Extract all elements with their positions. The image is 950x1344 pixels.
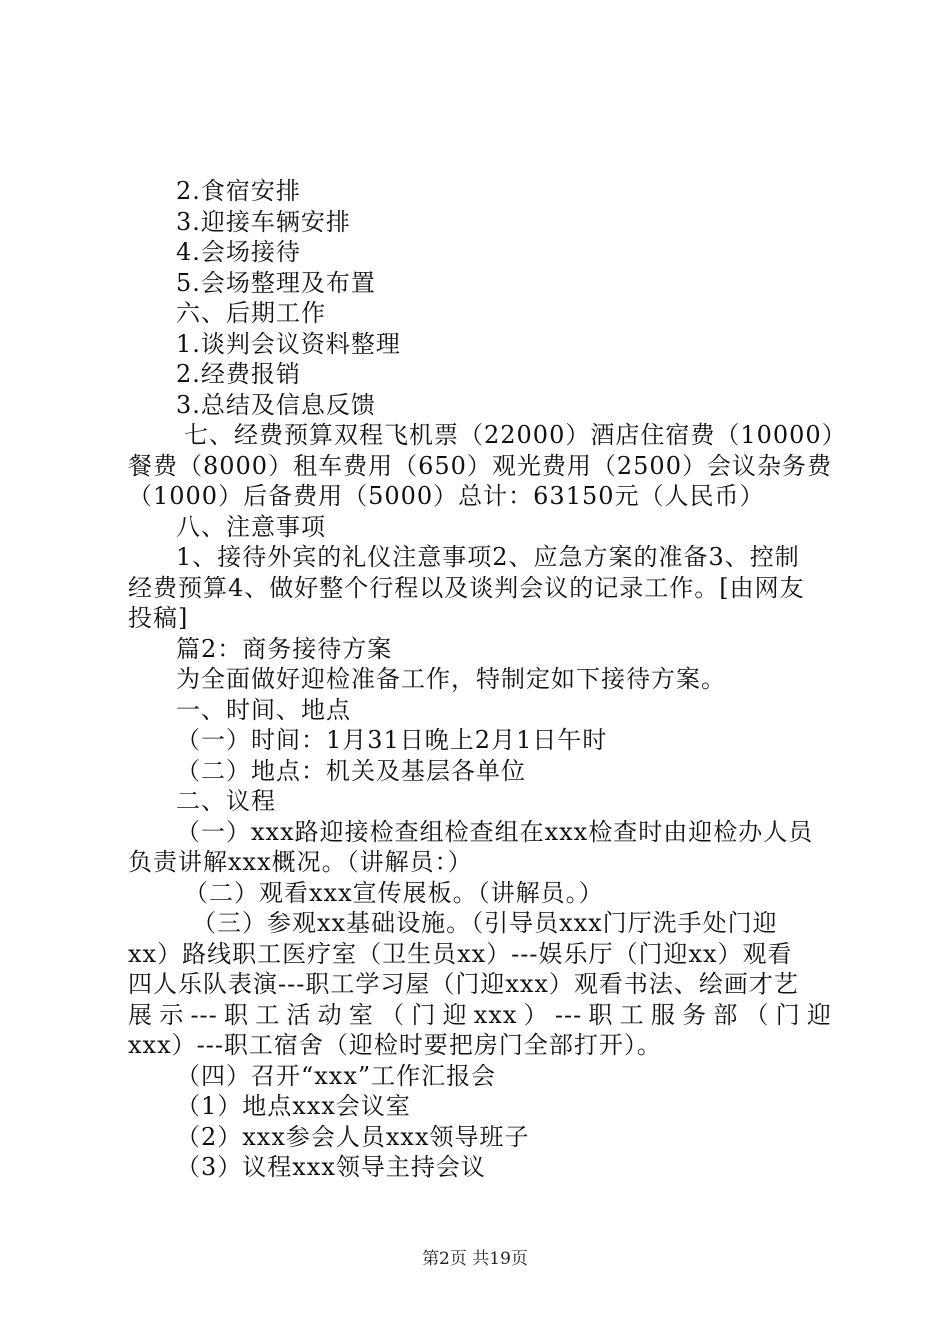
paragraph-line: （1000）后备费用（5000）总计：63150元（人民币）	[128, 482, 765, 510]
list-item: 1.谈判会议资料整理	[176, 329, 401, 358]
list-item: （一）时间：1月31日晚上2月1日午时	[176, 726, 608, 754]
section-heading: 六、后期工作	[176, 299, 326, 327]
list-item: （四）召开“xxx”工作汇报会	[176, 1061, 497, 1090]
list-item: 5.会场整理及布置	[176, 268, 376, 297]
list-item: 3.迎接车辆安排	[176, 207, 351, 236]
paragraph-line: 为全面做好迎检准备工作，特制定如下接待方案。	[176, 665, 726, 693]
list-item: （1）地点xxx会议室	[176, 1092, 411, 1120]
paragraph-line: 1、接待外宾的礼仪注意事项2、应急方案的准备3、控制	[176, 543, 800, 571]
section-heading: 七、经费预算双程飞机票（22000）酒店住宿费（10000）	[184, 421, 847, 449]
list-item: 2.经费报销	[176, 360, 301, 388]
paragraph-line: （三）参观xx基础设施。（引导员xxx门厅洗手处门迎	[192, 909, 778, 937]
paragraph-line: xxx）---职工宿舍（迎检时要把房门全部打开）。	[128, 1031, 662, 1059]
paragraph-line: xx）路线职工医疗室（卫生员xx）---娱乐厅（门迎xx）观看	[128, 939, 793, 968]
paragraph-line: 经费预算4、做好整个行程以及谈判会议的记录工作。[由网友	[128, 573, 805, 602]
list-item: （2）xxx参会人员xxx领导班子	[176, 1122, 530, 1151]
paragraph-line: 四人乐队表演---职工学习屋（门迎xxx）观看书法、绘画才艺	[128, 970, 799, 998]
list-item: 2.食宿安排	[176, 177, 301, 205]
list-item: 4.会场接待	[176, 238, 301, 266]
paragraph-line: 负责讲解xxx概况。（讲解员：）	[128, 848, 473, 876]
paragraph-line: 投稿]	[128, 604, 189, 632]
section-heading: 一、时间、地点	[176, 695, 351, 724]
list-item: （二）地点：机关及基层各单位	[176, 756, 526, 785]
paragraph-line: （一）xxx路迎接检查组检查组在xxx检查时由迎检办人员	[176, 817, 814, 846]
list-item: 3.总结及信息反馈	[176, 390, 376, 419]
section-heading: 八、注意事项	[176, 512, 326, 541]
paragraph-line: 餐费（8000）租车费用（650）观光费用（2500）会议杂务费	[128, 451, 832, 480]
list-item: （二）观看xxx宣传展板。（讲解员。）	[184, 878, 604, 907]
section-heading: 二、议程	[176, 787, 276, 815]
page-number: 第2页 共19页	[422, 1249, 528, 1269]
document-body	[128, 176, 847, 1183]
section-title: 篇2：商务接待方案	[176, 634, 393, 663]
list-item: （3）议程xxx领导主持会议	[176, 1153, 486, 1181]
paragraph-line: 展示---职工活动室（门迎xxx）---职工服务部（门迎	[128, 1000, 832, 1029]
